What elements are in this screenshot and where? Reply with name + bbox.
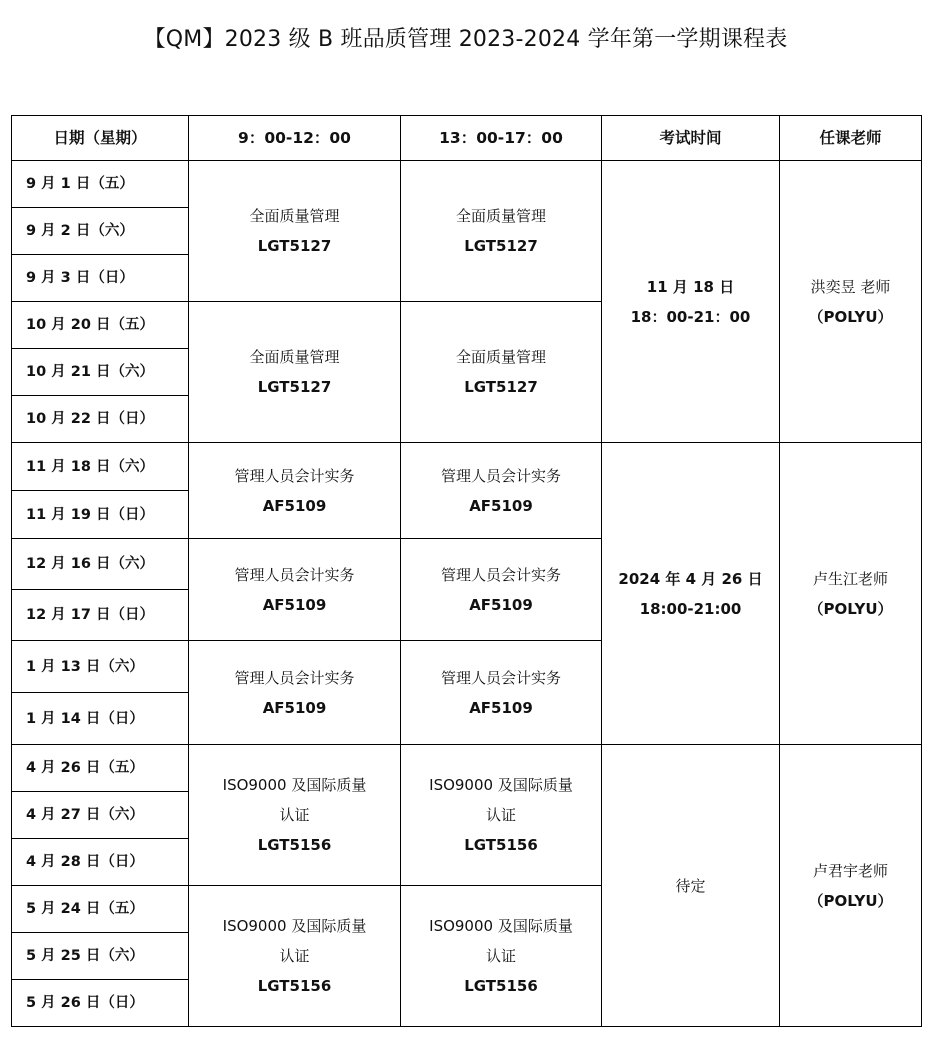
header-exam: 考试时间 (602, 116, 780, 161)
course-code: LGT5156 (464, 977, 538, 995)
exam-date: 11 月 18 日 (646, 277, 735, 296)
date-cell: 5 月 24 日（五） (12, 886, 189, 933)
course-name: 全面质量管理 (249, 348, 340, 366)
teacher-name: 洪奕昱 老师 (810, 277, 891, 296)
course-schedule-table (11, 115, 922, 1027)
course-code: AF5109 (262, 595, 327, 614)
date-cell: 10 月 21 日（六） (12, 349, 189, 396)
teacher-org: （POLYU） (808, 891, 893, 910)
date-cell: 10 月 20 日（五） (12, 302, 189, 349)
afternoon-course-cell (401, 443, 602, 539)
exam-time: 18:00-21:00 (639, 599, 742, 618)
course-name: 管理人员会计实务 (440, 466, 561, 485)
course-name-cont: 认证 (279, 806, 310, 824)
course-code: LGT5127 (464, 237, 538, 255)
course-code: AF5109 (262, 496, 327, 515)
course-name: 管理人员会计实务 (440, 668, 561, 687)
date-cell: 12 月 17 日（日） (12, 590, 189, 641)
exam-cell (602, 161, 780, 443)
morning-course-cell (189, 302, 401, 443)
exam-cell (602, 443, 780, 745)
course-name: 管理人员会计实务 (234, 668, 355, 687)
date-cell: 12 月 16 日（六） (12, 539, 189, 590)
table-row (12, 161, 922, 208)
course-code: AF5109 (469, 496, 533, 515)
course-name-cont: 认证 (485, 947, 516, 965)
date-cell: 1 月 14 日（日） (12, 693, 189, 745)
page-title: 【QM】2023 级 B 班品质管理 2023-2024 学年第一学期课程表 (143, 27, 788, 52)
morning-course-cell (189, 443, 401, 539)
afternoon-course-cell (401, 539, 602, 641)
course-code: LGT5156 (257, 836, 332, 854)
course-code: AF5109 (469, 595, 533, 614)
morning-course-cell (189, 641, 401, 745)
date-cell: 4 月 26 日（五） (12, 745, 189, 792)
afternoon-course-cell (401, 302, 602, 443)
exam-time: 18：00-21：00 (630, 307, 751, 326)
morning-course-cell (189, 745, 401, 886)
exam-date: 2024 年 4 月 26 日 (618, 569, 763, 588)
header-afternoon: 13：00-17：00 (401, 116, 602, 161)
course-name-cont: 认证 (485, 806, 516, 824)
course-code: LGT5127 (257, 237, 332, 255)
table-row (12, 443, 922, 491)
course-name-cont: 认证 (279, 947, 310, 965)
date-cell: 4 月 27 日（六） (12, 792, 189, 839)
course-code: LGT5127 (464, 378, 538, 396)
course-name: ISO9000 及国际质量 (222, 917, 367, 935)
teacher-cell (780, 443, 922, 745)
afternoon-course-cell (401, 886, 602, 1027)
teacher-name: 卢生江老师 (812, 569, 888, 588)
course-name: ISO9000 及国际质量 (429, 917, 573, 935)
course-code: LGT5156 (464, 836, 538, 854)
table-row (12, 745, 922, 792)
date-cell: 9 月 2 日（六） (12, 208, 189, 255)
header-teacher: 任课老师 (780, 116, 922, 161)
course-code: LGT5127 (257, 378, 332, 396)
date-cell: 11 月 18 日（六） (12, 443, 189, 491)
course-name: 全面质量管理 (455, 348, 546, 366)
teacher-org: （POLYU） (808, 599, 893, 618)
course-name: 全面质量管理 (249, 207, 340, 225)
date-cell: 5 月 26 日（日） (12, 980, 189, 1027)
course-code: AF5109 (469, 698, 533, 717)
date-cell: 9 月 3 日（日） (12, 255, 189, 302)
course-name: ISO9000 及国际质量 (429, 776, 573, 794)
course-name: ISO9000 及国际质量 (222, 776, 367, 794)
date-cell: 11 月 19 日（日） (12, 491, 189, 539)
morning-course-cell (189, 886, 401, 1027)
course-name: 管理人员会计实务 (234, 565, 355, 584)
header-morning: 9：00-12：00 (189, 116, 401, 161)
date-cell: 5 月 25 日（六） (12, 933, 189, 980)
date-cell: 9 月 1 日（五） (12, 161, 189, 208)
header-row (12, 116, 922, 161)
course-name: 管理人员会计实务 (234, 466, 355, 485)
afternoon-course-cell (401, 641, 602, 745)
course-code: LGT5156 (257, 977, 332, 995)
course-name: 全面质量管理 (455, 207, 546, 225)
date-cell: 4 月 28 日（日） (12, 839, 189, 886)
exam-status: 待定 (675, 876, 706, 895)
afternoon-course-cell (401, 745, 602, 886)
course-code: AF5109 (262, 698, 327, 717)
teacher-cell (780, 745, 922, 1027)
date-cell: 1 月 13 日（六） (12, 641, 189, 693)
course-name: 管理人员会计实务 (440, 565, 561, 584)
afternoon-course-cell (401, 161, 602, 302)
header-date: 日期（星期） (12, 116, 189, 161)
date-cell: 10 月 22 日（日） (12, 396, 189, 443)
teacher-org: （POLYU） (808, 307, 893, 326)
morning-course-cell (189, 161, 401, 302)
teacher-cell (780, 161, 922, 443)
exam-cell (602, 745, 780, 1027)
teacher-name: 卢君宇老师 (812, 861, 888, 880)
morning-course-cell (189, 539, 401, 641)
